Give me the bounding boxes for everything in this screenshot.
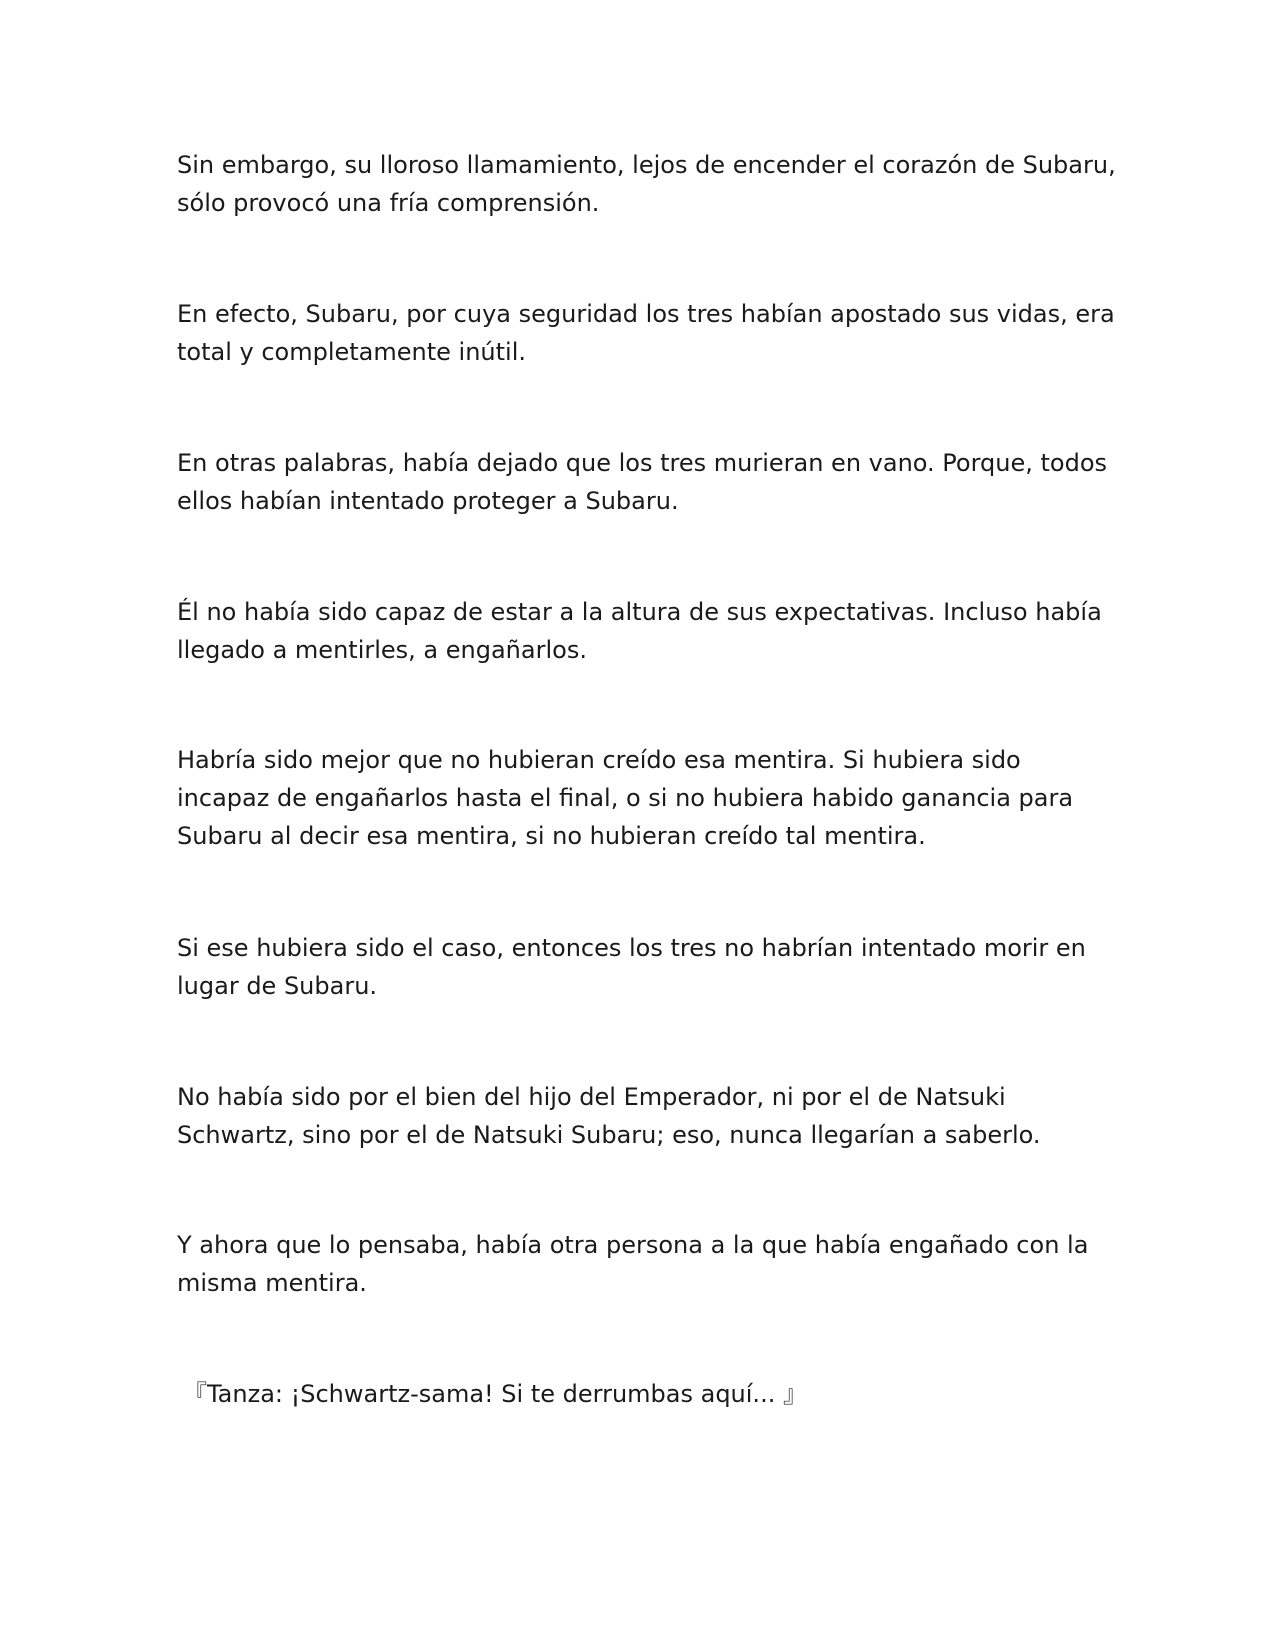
- text-line: misma mentira.: [177, 1269, 367, 1297]
- text-line: Y ahora que lo pensaba, había otra persona a la que había engañado con la: [177, 1231, 1089, 1259]
- text-line: No había sido por el bien del hijo del Emperador, ni por el de Natsuki: [177, 1083, 1006, 1111]
- text-line: Sin embargo, su lloroso llamamiento, lejos de encender el corazón de Subaru,: [177, 151, 1116, 179]
- text-line: 『Tanza: ¡Schwartz-sama! Si te derrumbas aquí... 』: [183, 1380, 807, 1408]
- paragraph: [177, 593, 1117, 669]
- text-line: total y completamente inútil.: [177, 338, 527, 366]
- paragraph: [177, 444, 1117, 520]
- text-line: Si ese hubiera sido el caso, entonces los tres no habrían intentado morir en: [177, 934, 1086, 962]
- text-line: ellos habían intentado proteger a Subaru.: [177, 487, 679, 515]
- text-line: Habría sido mejor que no hubieran creído esa mentira. Si hubiera sido: [177, 746, 1021, 774]
- dialogue-line: [183, 1375, 1123, 1413]
- text-line: Él no había sido capaz de estar a la altura de sus expectativas. Incluso había: [177, 598, 1102, 626]
- text-line: Subaru al decir esa mentira, si no hubieran creído tal mentira.: [177, 822, 926, 850]
- text-line: En otras palabras, había dejado que los tres murieran en vano. Porque, todos: [177, 449, 1108, 477]
- paragraph: [177, 741, 1117, 855]
- text-line: En efecto, Subaru, por cuya seguridad los tres habían apostado sus vidas, era: [177, 300, 1115, 328]
- text-line: lugar de Subaru.: [177, 972, 378, 1000]
- paragraph: [177, 1078, 1117, 1154]
- paragraph: [177, 295, 1117, 371]
- text-line: incapaz de engañarlos hasta el final, o si no hubiera habido ganancia para: [177, 784, 1074, 812]
- paragraph: [177, 146, 1117, 222]
- text-line: llegado a mentirles, a engañarlos.: [177, 636, 587, 664]
- text-line: Schwartz, sino por el de Natsuki Subaru; eso, nunca llegarían a saberlo.: [177, 1121, 1041, 1149]
- paragraph: [177, 1226, 1117, 1302]
- paragraph: [177, 929, 1117, 1005]
- text-line: sólo provocó una fría comprensión.: [177, 189, 600, 217]
